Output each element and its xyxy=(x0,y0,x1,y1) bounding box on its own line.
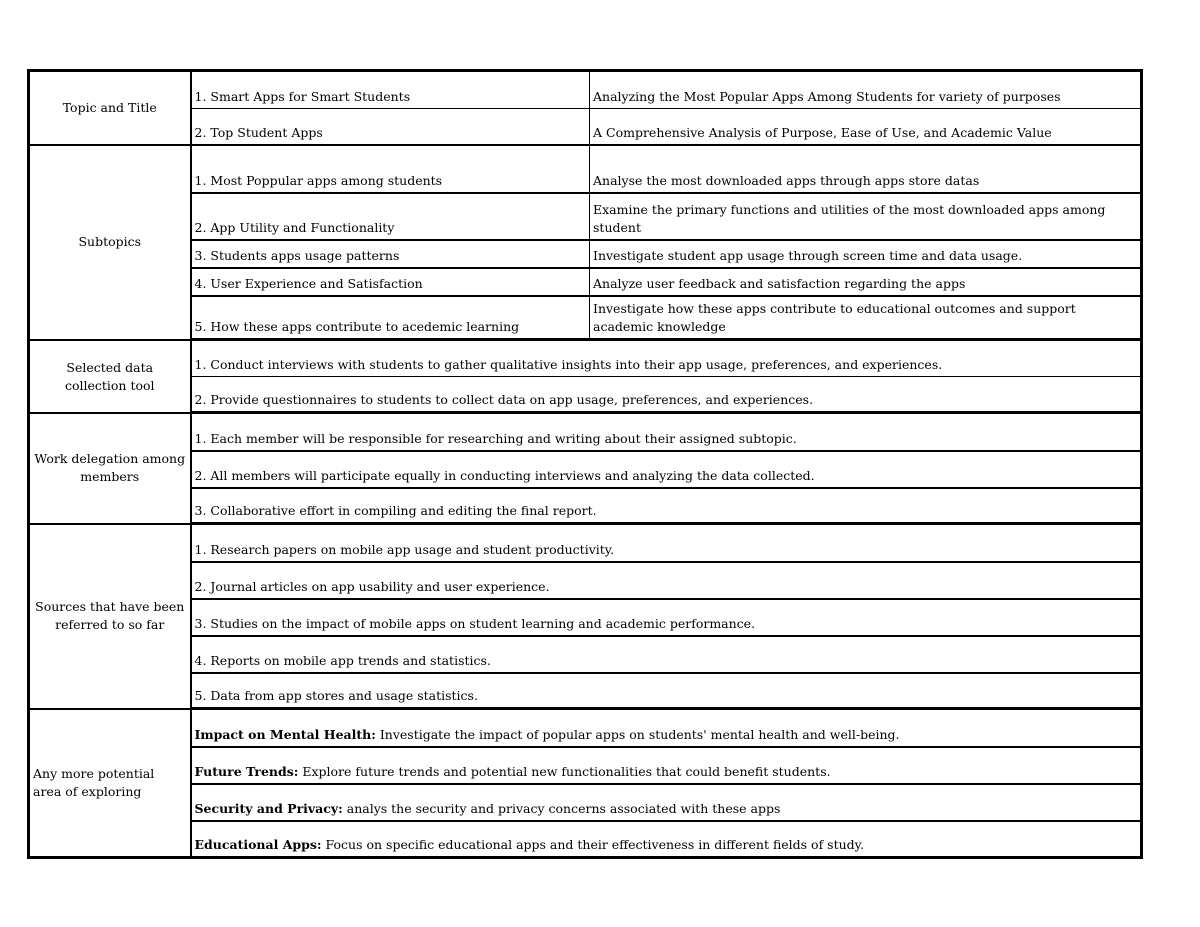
subtopic-desc-5: Investigate how these apps contribute to educational outcomes and support academic knowledge xyxy=(590,296,1142,340)
proposal-table xyxy=(27,69,1143,859)
delegation-label: Work delegation among members xyxy=(29,413,191,524)
delegation-row-1 xyxy=(29,413,1142,451)
potential-row-1 xyxy=(29,709,1142,747)
sources-row-4 xyxy=(29,636,1142,673)
delegation-row-2 xyxy=(29,451,1142,488)
topic-row-1 xyxy=(29,71,1142,109)
subtopic-row-5 xyxy=(29,296,1142,340)
source-item-5: 5. Data from app stores and usage statistics. xyxy=(191,673,1142,709)
sources-row-1 xyxy=(29,524,1142,562)
potential-head-1: Impact on Mental Health: xyxy=(194,726,376,742)
sources-row-5 xyxy=(29,673,1142,709)
tool-label: Selected data collection tool xyxy=(29,340,191,413)
delegation-item-2: 2. All members will participate equally in conducting interviews and analyzing the data collected. xyxy=(191,451,1142,488)
subtopic-title-1: 1. Most Poppular apps among students xyxy=(191,145,590,193)
subtopic-row-1 xyxy=(29,145,1142,193)
subtopic-desc-3: Investigate student app usage through screen time and data usage. xyxy=(590,240,1142,268)
subtopic-desc-2: Examine the primary functions and utilities of the most downloaded apps among student xyxy=(590,193,1142,240)
topic-row-2 xyxy=(29,109,1142,145)
delegation-item-3: 3. Collaborative effort in compiling and editing the final report. xyxy=(191,488,1142,524)
delegation-item-1: 1. Each member will be responsible for researching and writing about their assigned subtopic. xyxy=(191,413,1142,451)
topic-desc-1: Analyzing the Most Popular Apps Among Students for variety of purposes xyxy=(590,71,1142,109)
source-item-2: 2. Journal articles on app usability and user experience. xyxy=(191,562,1142,599)
subtopic-title-4: 4. User Experience and Satisfaction xyxy=(191,268,590,296)
source-item-4: 4. Reports on mobile app trends and statistics. xyxy=(191,636,1142,673)
potential-row-2 xyxy=(29,747,1142,784)
potential-text-2: Explore future trends and potential new functionalities that could benefit students. xyxy=(298,763,831,779)
subtopic-desc-4: Analyze user feedback and satisfaction regarding the apps xyxy=(590,268,1142,296)
tool-item-1: 1. Conduct interviews with students to gather qualitative insights into their app usage, preferences, and experiences. xyxy=(191,340,1142,377)
subtopic-row-3 xyxy=(29,240,1142,268)
subtopic-title-2: 2. App Utility and Functionality xyxy=(191,193,590,240)
delegation-row-3 xyxy=(29,488,1142,524)
sources-label: Sources that have been referred to so far xyxy=(29,524,191,709)
potential-text-1: Investigate the impact of popular apps on students' mental health and well-being. xyxy=(375,726,900,742)
potential-text-4: Focus on specific educational apps and their effectiveness in different fields of study. xyxy=(321,837,865,852)
topic-label: Topic and Title xyxy=(29,71,191,145)
topic-title-2: 2. Top Student Apps xyxy=(191,109,590,145)
subtopic-title-5: 5. How these apps contribute to acedemic learning xyxy=(191,296,590,340)
subtopic-title-3: 3. Students apps usage patterns xyxy=(191,240,590,268)
potential-item-1 xyxy=(191,709,1142,747)
potential-row-4 xyxy=(29,821,1142,858)
subtopic-row-2 xyxy=(29,193,1142,240)
potential-text-3: analys the security and privacy concerns associated with these apps xyxy=(342,800,781,816)
potential-label: Any more potential area of exploring xyxy=(29,709,191,858)
subtopic-desc-1: Analyse the most downloaded apps through apps store datas xyxy=(590,145,1142,193)
potential-item-3 xyxy=(191,784,1142,821)
potential-item-2 xyxy=(191,747,1142,784)
potential-head-2: Future Trends: xyxy=(194,763,299,779)
tool-row-1 xyxy=(29,340,1142,377)
topic-title-1: 1. Smart Apps for Smart Students xyxy=(191,71,590,109)
potential-head-4: Educational Apps: xyxy=(194,837,322,852)
tool-row-2 xyxy=(29,377,1142,413)
subtopic-row-4 xyxy=(29,268,1142,296)
source-item-3: 3. Studies on the impact of mobile apps on student learning and academic performance. xyxy=(191,599,1142,636)
potential-row-3 xyxy=(29,784,1142,821)
tool-item-2: 2. Provide questionnaires to students to collect data on app usage, preferences, and experiences. xyxy=(191,377,1142,413)
source-item-1: 1. Research papers on mobile app usage and student productivity. xyxy=(191,524,1142,562)
topic-desc-2: A Comprehensive Analysis of Purpose, Ease of Use, and Academic Value xyxy=(590,109,1142,145)
subtopics-label: Subtopics xyxy=(29,145,191,340)
potential-item-4 xyxy=(191,821,1142,858)
sources-row-2 xyxy=(29,562,1142,599)
potential-head-3: Security and Privacy: xyxy=(194,800,343,816)
sources-row-3 xyxy=(29,599,1142,636)
